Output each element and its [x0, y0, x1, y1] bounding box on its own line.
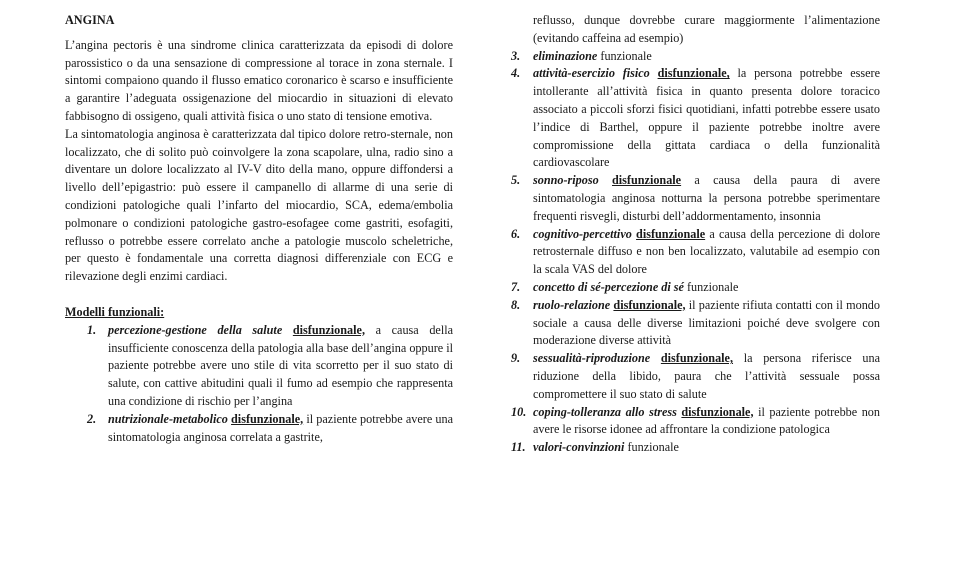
item-description: a causa della paura di avere sintomatologia anginosa notturna la persona potrebbe sperimentare frequenti risvegli, disturbi dell’addormentamento, insonnia [533, 173, 881, 223]
list-item [65, 411, 453, 447]
item-description: la persona riferisce una riduzione della libido, paura che l’attività sessuale possa compromettere il suo stato di salute [533, 351, 881, 401]
item-status: disfunzionale [612, 173, 682, 188]
item-term: ruolo-relazione [533, 297, 611, 312]
list-item [511, 279, 880, 297]
item-number: 11. [511, 440, 526, 455]
section-heading: Modelli funzionali: [65, 304, 165, 319]
item-term: eliminazione [533, 48, 598, 63]
item-number: 5. [511, 173, 521, 188]
item-number: 6. [511, 226, 521, 241]
intro-paragraph: L’angina pectoris è una sindrome clinica caratterizzata da episodi di dolore parossistico o da una sensazione di compressione al torace in zona sternale. I sintomi compaiono quando il flusso ematico coronarico è scarso e insufficiente a garantire l’adeguata ossigenazione del miocardio in situazioni di elevato fabbisogno di ossigeno, quali attività fisica o uno stato di tensione emotiva. [65, 37, 453, 123]
left-column [65, 12, 453, 446]
item-status: disfunzionale, [657, 66, 730, 81]
item-number: 10. [511, 404, 527, 419]
item-term: cognitivo-percettivo [533, 226, 632, 241]
list-item [511, 439, 880, 457]
item-number: 7. [511, 279, 521, 294]
item-number: 3. [511, 48, 521, 63]
item-term: percezione-gestione della salute [108, 322, 283, 337]
item-term: attività-esercizio fisico [533, 66, 650, 81]
item-status: disfunzionale, [681, 404, 754, 419]
functional-patterns-list-continued [511, 12, 880, 457]
list-item [511, 226, 880, 279]
item-status: disfunzionale, [292, 322, 365, 337]
list-item [511, 404, 880, 440]
spacer [65, 286, 453, 304]
item-status: disfunzionale, [613, 297, 686, 312]
list-item [65, 322, 453, 411]
list-item [511, 350, 880, 403]
item-term: sessualità-riproduzione [533, 351, 651, 366]
item-term: valori-convinzioni [533, 440, 625, 455]
item-term: concetto di sé-percezione di sé [533, 279, 684, 294]
item-status: disfunzionale, [660, 351, 734, 366]
item-number: 4. [511, 66, 521, 81]
item-number: 9. [511, 351, 521, 366]
item-description-continuation: reflusso, dunque dovrebbe curare maggiormente l’alimentazione (evitando caffeina ad esempio) [533, 13, 880, 45]
item-description: il paziente rifiuta contatti con il mondo sociale a causa delle diverse limitazioni poiché deve svolgere con moderazione diverse attività [533, 297, 880, 348]
item-status: disfunzionale, [231, 411, 304, 426]
item-status: funzionale [627, 440, 679, 455]
right-column [511, 12, 880, 457]
list-item [511, 48, 880, 66]
item-term: coping-tolleranza allo stress [533, 404, 677, 419]
item-status: funzionale [600, 48, 652, 63]
list-item [511, 65, 880, 172]
document-title: ANGINA [65, 13, 115, 27]
item-term: sonno-riposo [533, 173, 599, 188]
item-number: 1. [87, 322, 97, 337]
intro-paragraph: La sintomatologia anginosa è caratterizzata dal tipico dolore retro-sternale, non localizzato, che di solito può coinvolgere la zona scapolare, ulna, radio sino a diventare un dolore localizzato al IV-V dito della mano, oppure diffondersi a livello dell’epigastrio: può essere il campanello di allarme di una serie di condizioni patologiche quali l’infarto del miocardio, SCA, edema/embolia polmonare o condizioni patologiche gastro-esofagee come gastriti, esofagiti, reflusso o potrebbe essere correlato anche a patologie muscolo scheletriche, per questo è fondamentale una corretta diagnosi differenziale con ECG e rilevazione degli enzimi cardiaci. [65, 126, 453, 284]
item-description: a causa della percezione di dolore retrosternale diffuso e non ben localizzato, valutabile ad esempio con la scala VAS del dolore [533, 226, 880, 277]
item-number: 8. [511, 297, 521, 312]
list-item [511, 172, 880, 225]
item-term: nutrizionale-metabolico [108, 411, 228, 426]
list-item [511, 297, 880, 350]
item-description: il paziente potrebbe avere una sintomatologia anginosa correlata a gastrite, [108, 411, 453, 444]
functional-patterns-list [65, 322, 453, 447]
item-status: funzionale [687, 279, 739, 294]
list-item-continuation [511, 12, 880, 48]
item-description: a causa della insufficiente conoscenza della patologia alla base dell’angina oppure il paziente potrebbe avere uno stile di vita scorretto per il suo stato di salute, con cattive abitudini quali il fumo ad esempio che rappresenta una condizione di rischio per l’angina [108, 322, 454, 408]
item-status: disfunzionale [636, 226, 706, 241]
item-description: il paziente potrebbe non avere le risorse idonee ad affrontare la condizione patologica [533, 404, 880, 437]
item-description: la persona potrebbe essere intollerante all’attività fisica in quanto presenta dolore toracico associato a piccoli sforzi fisici quotidiani, infatti potrebbe essere usato l’indice di Barthel, oppure il paziente potrebbe inoltre avere compromissione della gittata cardiaca o della funzionalità cardiovascolare [533, 66, 880, 170]
item-number: 2. [87, 411, 97, 426]
